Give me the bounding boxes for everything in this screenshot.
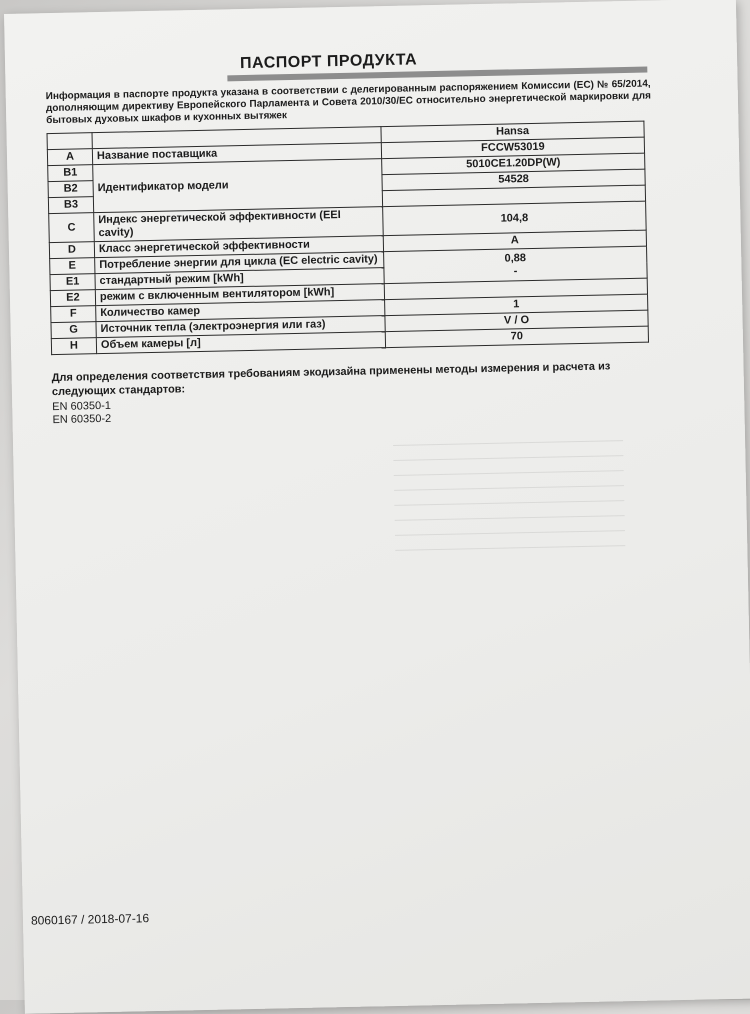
row-code: E1 — [50, 274, 95, 291]
row-label: режим с включенным вентилятором [kWh] — [95, 284, 384, 306]
bleed-through-text — [393, 431, 625, 556]
product-spec-table — [47, 121, 650, 355]
row-label: Индекс энергетической эффективности (EEI cavity) — [94, 207, 384, 242]
row-label: Класс энергетической эффективности — [94, 236, 383, 258]
row-code: A — [47, 149, 92, 166]
row-code: B3 — [48, 197, 93, 214]
row-label: Количество камер — [96, 300, 385, 322]
row-value: FCCW53019 — [381, 137, 644, 159]
row-code: E2 — [50, 290, 95, 307]
row-label: Потребление энергии для цикла (EC electric cavity) — [95, 252, 384, 274]
row-code: H — [51, 338, 96, 355]
row-label: стандартный режим [kWh] — [95, 268, 384, 290]
row-value: 54528 — [382, 169, 645, 191]
intro-paragraph: Информация в паспорте продукта указана в соответствии с делегированным распоряжением Комиссии (ЕС) № 65/2014, дополняющим директиву Европейского Парламента и Совета 2010/30/ЕС относительно энергетической маркировки для бытовых духовых шкафов и кухонных вытяжек — [45, 78, 651, 127]
standard-item: EN 60350-1 — [52, 399, 112, 414]
row-label: Название поставщика — [92, 143, 381, 165]
row-code: G — [51, 322, 96, 339]
row-code: E — [50, 258, 95, 275]
brand-header: Hansa — [381, 121, 644, 143]
row-code: B2 — [48, 181, 93, 198]
standard-item: EN 60350-2 — [52, 412, 112, 427]
row-value: V / O — [385, 310, 648, 332]
document-page — [4, 0, 750, 1014]
row-code: F — [51, 306, 96, 323]
row-label: Идентификатор модели — [93, 159, 383, 213]
energy-value: 0,88 — [504, 251, 527, 265]
page-content — [45, 40, 658, 427]
row-code: B1 — [48, 165, 93, 182]
row-value: 5010CE1.20DP(W) — [382, 153, 645, 175]
row-code: C — [49, 213, 95, 243]
row-value: 104,8 — [383, 201, 647, 236]
energy-value-dash: - — [513, 264, 518, 277]
row-value: A — [383, 230, 646, 252]
row-value: 1 — [385, 294, 648, 316]
row-value: 70 — [385, 326, 648, 348]
row-code: D — [49, 242, 94, 259]
document-number: 8060167 / 2018-07-16 — [30, 911, 150, 928]
page-title: ПАСПОРТ ПРОДУКТА — [239, 51, 418, 73]
row-label: Источник тепла (электроэнергия или газ) — [96, 316, 385, 338]
row-label: Объем камеры [л] — [96, 332, 385, 354]
standards-note: Для определения соответствия требованиям экодизайна применены методы измерения и расчета из следующих стандартов: — [51, 360, 611, 399]
